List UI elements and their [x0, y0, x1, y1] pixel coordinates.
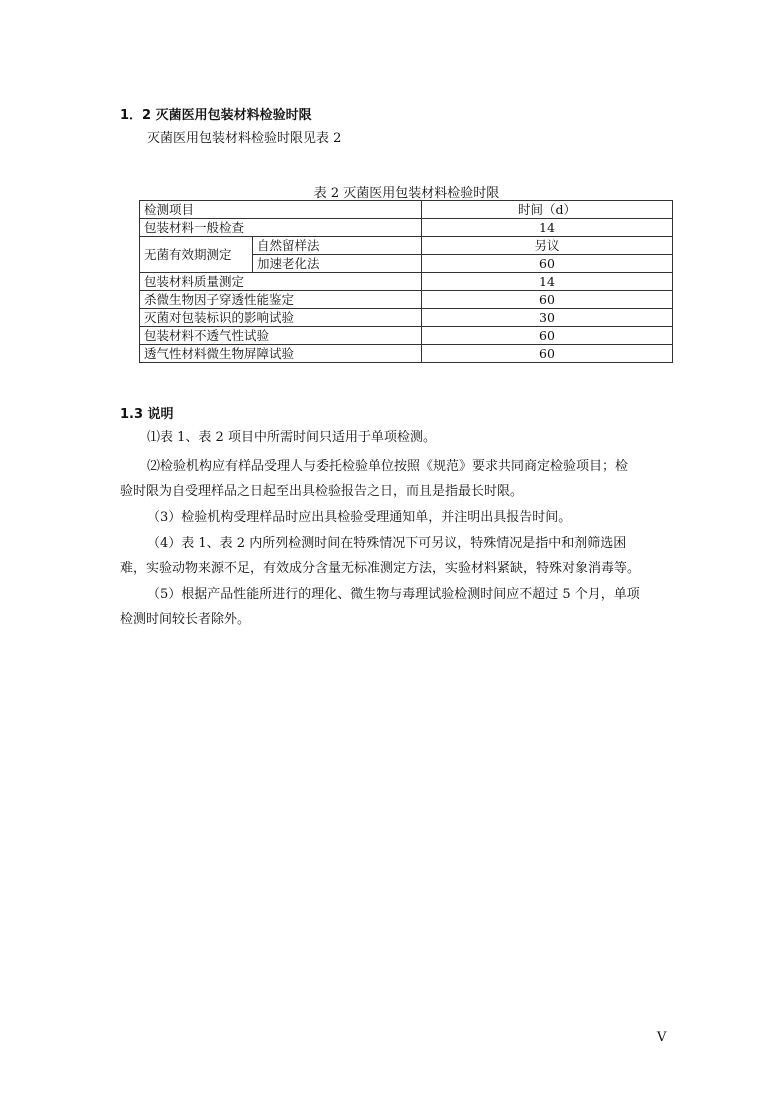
note-3: （3）检验机构受理样品时应出具检验受理通知单，并注明出具报告时间。 [147, 510, 572, 525]
note-4-line-1: （4）表 1、表 2 内所列检测时间在特殊情况下可另议，特殊情况是指中和剂筛选困 [147, 536, 627, 551]
table-2-caption: 表 2 灭菌医用包装材料检验时限 [313, 186, 500, 201]
table-row [140, 291, 673, 309]
section-1-3-heading: 1.3 说明 [120, 407, 174, 422]
row-time: 14 [422, 219, 673, 237]
row-item: 包装材料质量测定 [140, 273, 422, 291]
table-row [140, 273, 673, 291]
table-row [140, 327, 673, 345]
row-item: 透气性材料微生物屏障试验 [140, 345, 422, 363]
note-2-line-1: ⑵检验机构应有样品受理人与委托检验单位按照《规范》要求共同商定检验项目；检 [147, 459, 629, 474]
note-5-line-1: （5）根据产品性能所进行的理化、微生物与毒理试验检测时间应不超过 5 个月，单项 [147, 587, 640, 602]
row-time: 60 [422, 255, 673, 273]
row-time: 60 [422, 327, 673, 345]
note-5-line-2: 检测时间较长者除外。 [120, 612, 251, 627]
section-1-2-intro: 灭菌医用包装材料检验时限见表 2 [147, 131, 342, 146]
row-time: 14 [422, 273, 673, 291]
row-item: 杀微生物因子穿透性能鉴定 [140, 291, 422, 309]
row-time: 60 [422, 345, 673, 363]
header-time: 时间（d） [422, 201, 673, 219]
note-2-line-2: 验时限为自受理样品之日起至出具检验报告之日，而且是指最长时限。 [120, 484, 524, 499]
section-1-2-heading: 1．2 灭菌医用包装材料检验时限 [120, 108, 312, 123]
header-item: 检测项目 [140, 201, 422, 219]
note-1: ⑴表 1、表 2 项目中所需时间只适用于单项检测。 [147, 430, 436, 445]
note-4-line-2: 难，实验动物来源不足，有效成分含量无标准测定方法，实验材料紧缺，特殊对象消毒等。 [120, 561, 641, 576]
table-row [140, 345, 673, 363]
row-group-label: 无菌有效期测定 [140, 237, 253, 273]
table-2 [139, 200, 673, 363]
table-header-row [140, 201, 673, 219]
row-item: 自然留样法 [253, 237, 422, 255]
row-time: 30 [422, 309, 673, 327]
row-item: 加速老化法 [253, 255, 422, 273]
row-time: 另议 [422, 237, 673, 255]
row-item: 包装材料不透气性试验 [140, 327, 422, 345]
row-time: 60 [422, 291, 673, 309]
table-row [140, 309, 673, 327]
row-item: 包装材料一般检查 [140, 219, 422, 237]
row-item: 灭菌对包装标识的影响试验 [140, 309, 422, 327]
table-row [140, 219, 673, 237]
table-row [140, 237, 673, 255]
page-number: V [657, 1030, 667, 1045]
